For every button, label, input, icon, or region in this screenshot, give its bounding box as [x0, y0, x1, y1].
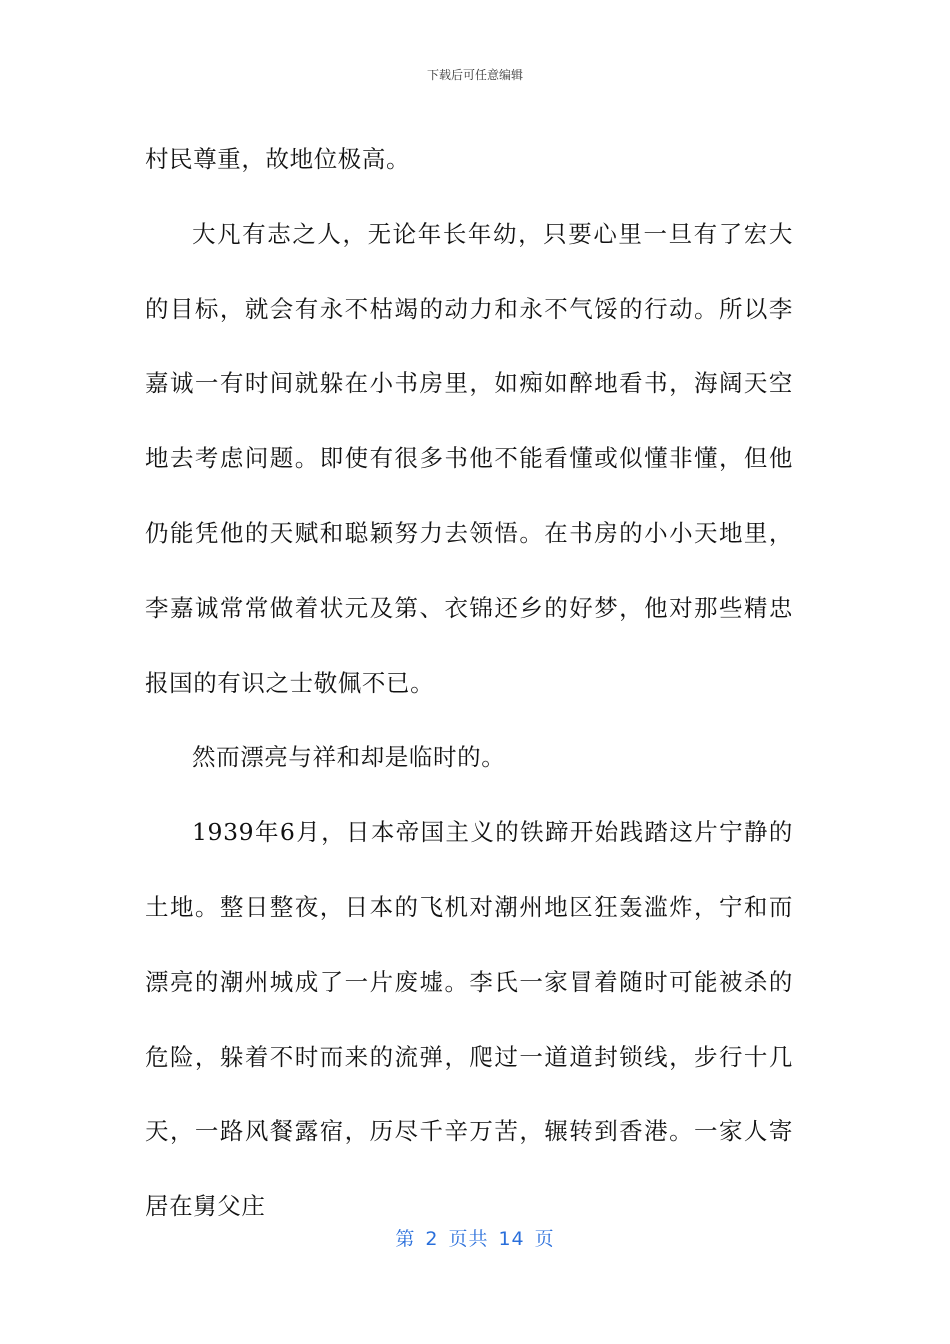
page-header: 下载后可任意编辑: [426, 68, 523, 82]
footer-prefix: 第: [395, 1228, 416, 1250]
paragraph-2: 大凡有志之人，无论年长年幼，只要心里一旦有了宏大的目标，就会有永不枯竭的动力和永不气馁的行动。所以李嘉诚一有时间就躲在小书房里，如痴如醉地看书，海阔天空地去考虑问题。即使有很多书他不能看懂或似懂非懂，但他仍能凭他的天赋和聪颖努力去领悟。在书房的小小天地里，李嘉诚常常做着状元及第、衣锦还乡的好梦，他对那些精忠报国的有识之士敬佩不已。: [145, 219, 793, 697]
paragraph-4: 1939年6月，日本帝国主义的铁蹄开始践踏这片宁静的土地。整日整夜，日本的飞机对潮州地区狂轰滥炸，宁和而漂亮的潮州城成了一片废墟。李氏一家冒着随时可能被杀的危险，躲着不时而来的流弹，爬过一道道封锁线，步行十几天，一路风餐露宿，历尽千辛万苦，辗转到香港。一家人寄居在舅父庄: [145, 818, 793, 1221]
footer-middle: 页共: [448, 1228, 489, 1250]
paragraph-3: 然而漂亮与祥和却是临时的。: [192, 743, 506, 772]
footer-suffix: 页: [534, 1228, 555, 1250]
page-footer: [0, 1224, 950, 1251]
paragraph-1: 村民尊重，故地位极高。: [145, 145, 411, 173]
document-body: [145, 122, 793, 1244]
total-pages-number: 14: [498, 1228, 525, 1250]
current-page-number: 2: [425, 1228, 439, 1250]
